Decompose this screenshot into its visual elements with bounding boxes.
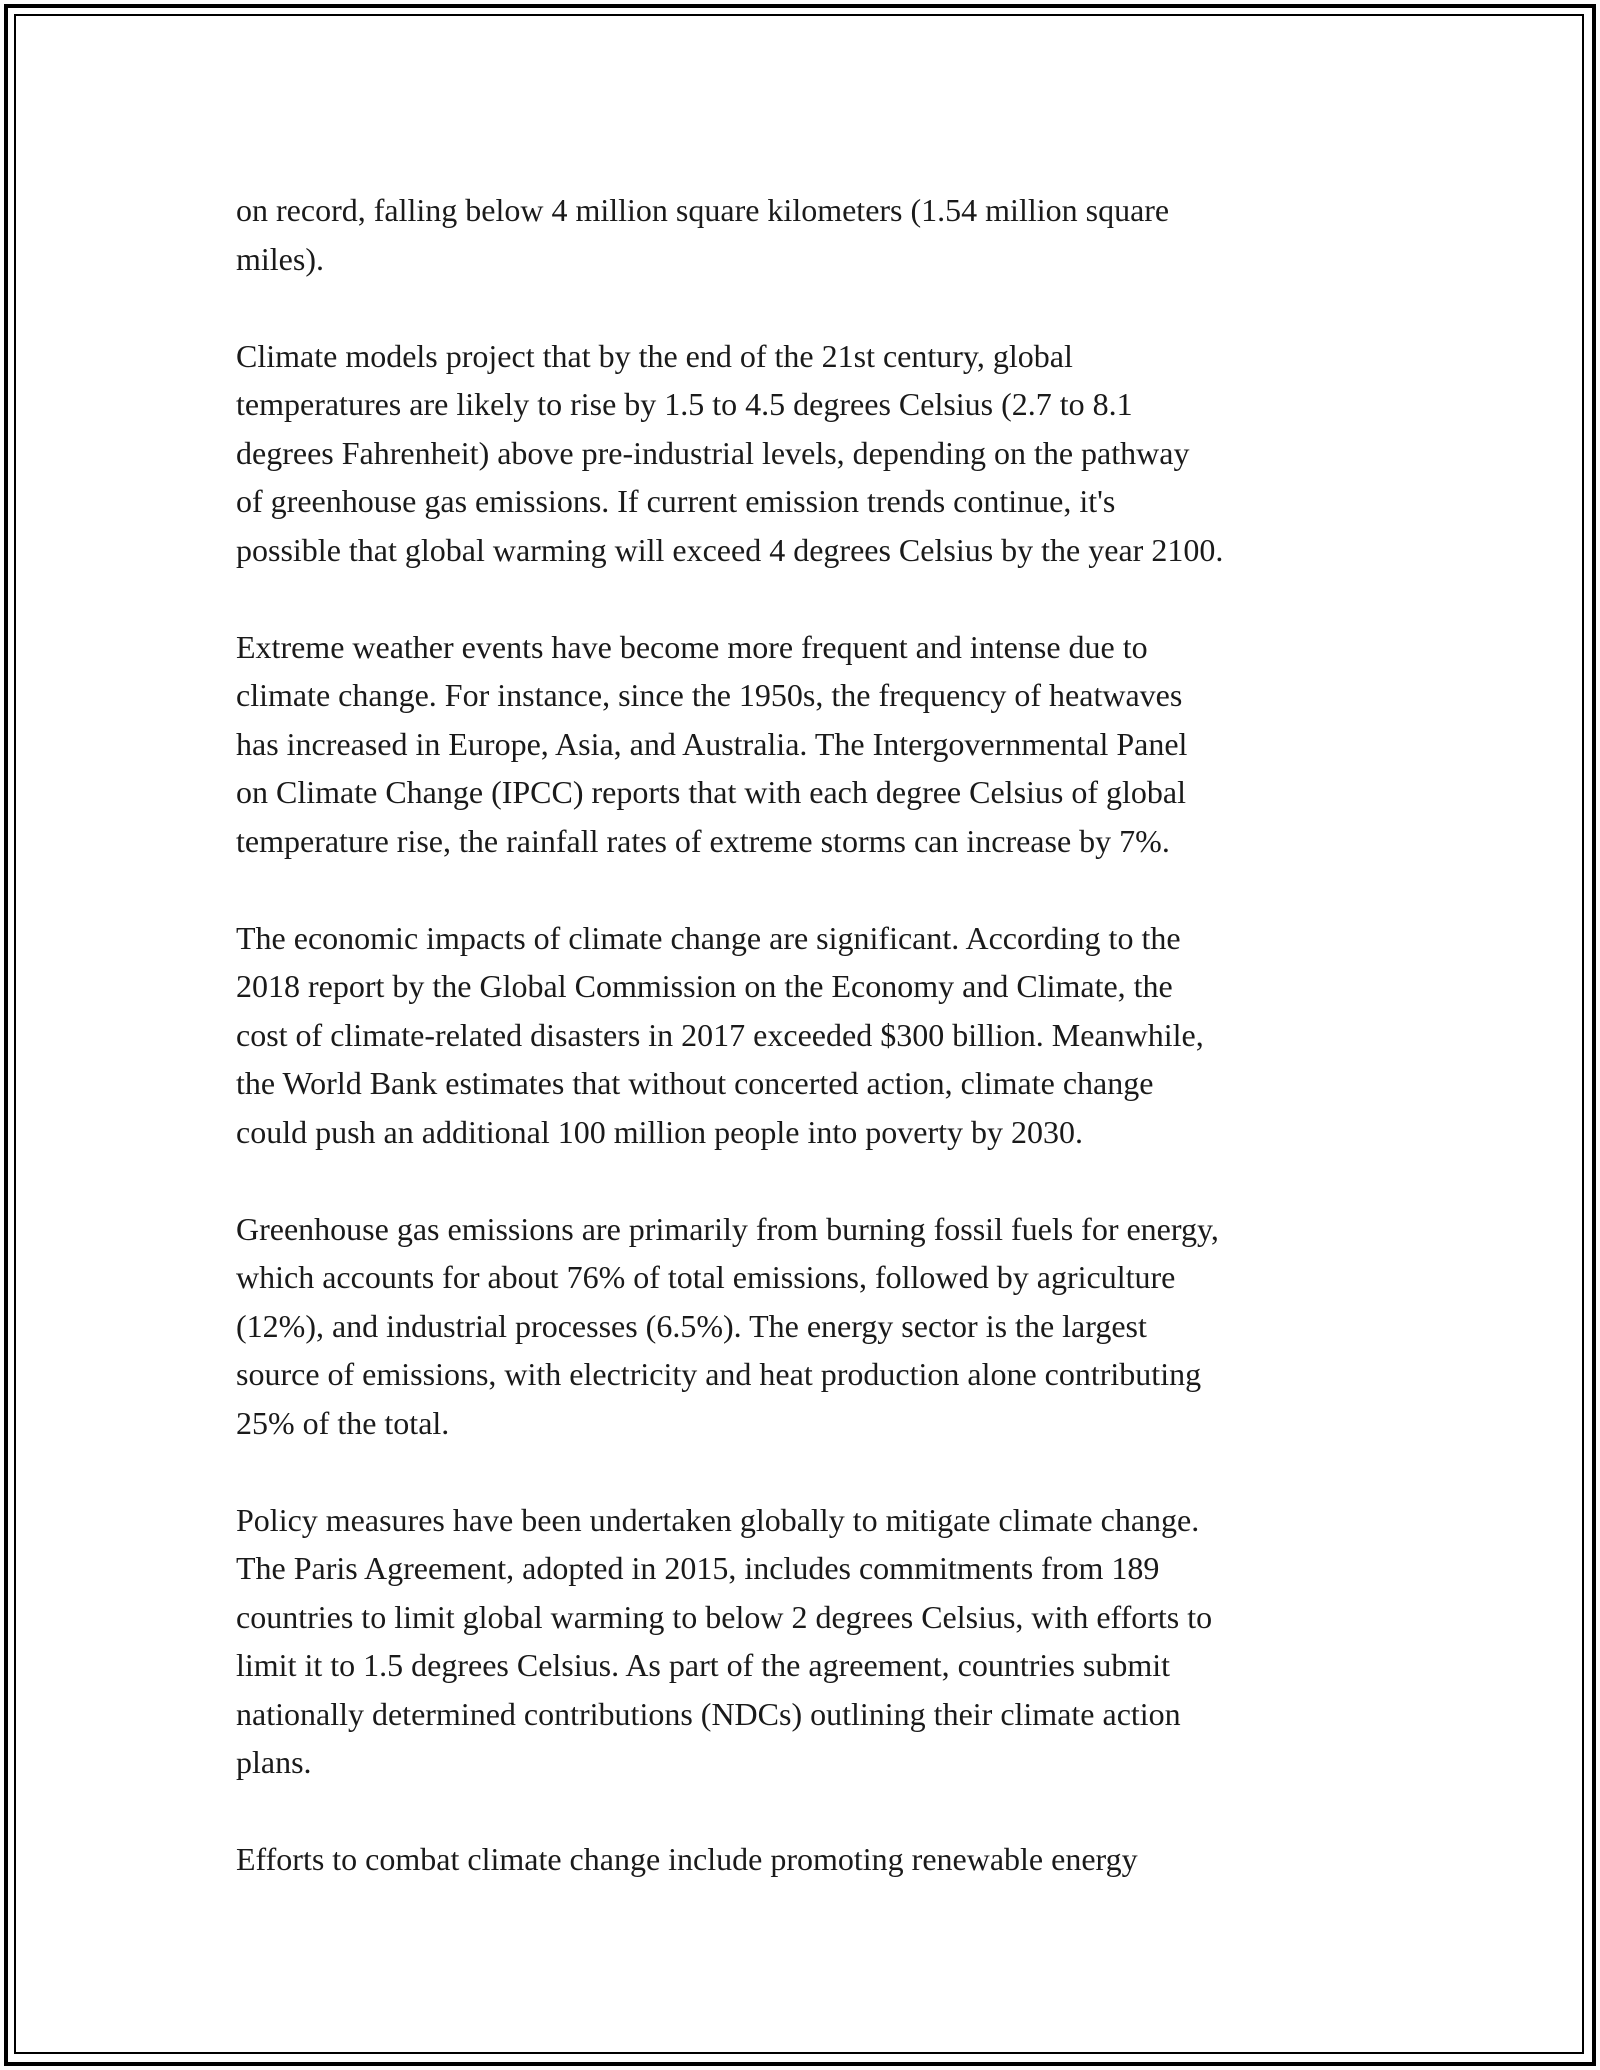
paragraph-policy-measures: Policy measures have been undertaken globally to mitigate climate change. The Paris Agreement, adopted in 2015, includes commitments from 189 countries to limit global warming to below 2 degrees Celsius, with efforts to limit it to 1.5 degrees Celsius. As part of the agreement, countries submit nationally determined contributions (NDCs) outlining their climate action plans. xyxy=(236,1501,1213,1780)
paragraph-emission-sources: Greenhouse gas emissions are primarily from burning fossil fuels for energy, which accounts for about 76% of total emissions, followed by agriculture (12%), and industrial processes (6.5%). The energy sector is the largest source of emissions, with electricity and heat production alone contributing 25% of the total. xyxy=(236,1210,1219,1441)
paragraph-efforts: Efforts to combat climate change include promoting renewable energy xyxy=(236,1841,1138,1877)
paragraph-extreme-weather: Extreme weather events have become more frequent and intense due to climate change. For instance, since the 1950s, the frequency of heatwaves has increased in Europe, Asia, and Australia. The Intergovernmental Panel on Climate Change (IPCC) reports that with each degree Celsius of global temperature rise, the rainfall rates of extreme storms can increase by 7%. xyxy=(236,628,1188,859)
paragraph-arctic-ice: on record, falling below 4 million square kilometers (1.54 million square miles). xyxy=(236,192,1170,277)
document-body xyxy=(236,186,1376,1884)
paragraph-climate-models: Climate models project that by the end of the 21st century, global temperatures are likely to rise by 1.5 to 4.5 degrees Celsius (2.7 to 8.1 degrees Fahrenheit) above pre-industrial levels, depending on the pathway of greenhouse gas emissions. If current emission trends continue, it's possible that global warming will exceed 4 degrees Celsius by the year 2100. xyxy=(236,337,1224,568)
paragraph-economic-impacts: The economic impacts of climate change are significant. According to the 2018 report by the Global Commission on the Economy and Climate, the cost of climate-related disasters in 2017 exceeded $300 billion. Meanwhile, the World Bank estimates that without concerted action, climate change could push an additional 100 million people into poverty by 2030. xyxy=(236,919,1204,1150)
